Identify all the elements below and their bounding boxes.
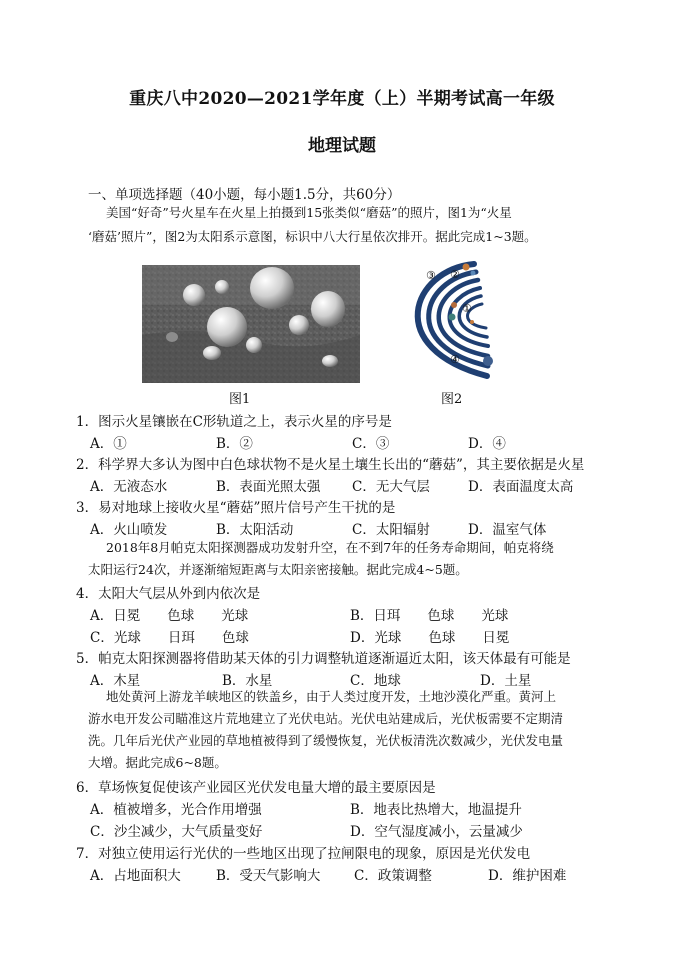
exam-title: 重庆八中2020—2021学年度（上）半期考试高一年级 <box>129 89 555 109</box>
passage3-line2: 游水电开发公司瞄准这片荒地建立了光伏电站。光伏电站建成后，光伏板需要不定期清 <box>88 711 564 726</box>
section-heading: 一、单项选择题（40小题，每小题1.5分，共60分） <box>88 187 401 203</box>
q1-option-d: D．④ <box>468 436 506 452</box>
passage1-line1: 美国“好奇”号火星车在火星上拍摄到15张类似“磨菇”的照片，图1为“火星 <box>106 205 512 220</box>
label-1: ① <box>462 302 472 315</box>
figure2-caption: 图2 <box>441 392 463 407</box>
q6-option-d: D．空气湿度减小，云量减少 <box>350 824 523 840</box>
exam-subtitle: 地理试题 <box>308 136 376 156</box>
q4-option-a: A．日冕 色球 光球 <box>90 608 249 624</box>
q3-option-c: C．太阳辐射 <box>352 522 430 538</box>
q2-option-c: C．无大气层 <box>352 479 430 495</box>
question-1-stem: 1．图示火星镶嵌在C形轨道之上，表示火星的序号是 <box>76 414 392 430</box>
mars-photo-image <box>142 265 360 383</box>
q4-option-b: B．日珥 色球 光球 <box>350 608 509 624</box>
label-3: ③ <box>426 269 436 282</box>
q7-option-d: D．维护困难 <box>488 868 567 884</box>
figure1-caption: 图1 <box>229 392 251 407</box>
label-2: ② <box>450 268 460 281</box>
q1-option-b: B．② <box>216 436 253 452</box>
q7-option-a: A．占地面积大 <box>90 868 181 884</box>
question-5-stem: 5．帕克太阳探测器将借助某天体的引力调整轨道逐渐逼近太阳，该天体最有可能是 <box>76 651 571 667</box>
passage3-line3: 洗。几年后光伏产业园的草地植被得到了缓慢恢复，光伏板清洗次数减少，光伏发电量 <box>88 733 564 748</box>
q7-option-c: C．政策调整 <box>354 868 432 884</box>
q3-option-a: A．火山喷发 <box>90 522 168 538</box>
planet-dot <box>470 320 474 324</box>
question-4-stem: 4．太阳大气层从外到内依次是 <box>76 586 261 602</box>
question-2-stem: 2．科学界大多认为图中白色球状物不是火星土壤生长出的“蘑菇”，其主要依据是火星 <box>76 457 585 473</box>
passage3-line4: 大增。据此完成6~8题。 <box>88 755 227 770</box>
planet-dot <box>463 264 470 271</box>
figure1-mars-photo <box>142 265 360 383</box>
planet-dot <box>483 356 493 366</box>
passage2-line1: 2018年8月帕克太阳探测器成功发射升空，在不到7年的任务寿命期间，帕克将绕 <box>106 540 554 555</box>
q4-option-d: D．光球 色球 日冕 <box>350 630 510 646</box>
q2-option-d: D．表面温度太高 <box>468 479 574 495</box>
q1-option-a: A．① <box>90 436 127 452</box>
passage1-line2: ‘磨菇’照片”，图2为太阳系示意图，标识中八大行星依次排开。据此完成1~3题。 <box>88 229 537 244</box>
planet-dot <box>471 271 476 276</box>
q5-option-d: D．土星 <box>480 673 532 689</box>
passage3-line1: 地处黄河上游龙羊峡地区的铁盖乡，由于人类过度开发，土地沙漠化严重。黄河上 <box>106 689 557 704</box>
question-7-stem: 7．对独立使用运行光伏的一些地区出现了拉闸限电的现象，原因是光伏发电 <box>76 846 531 862</box>
q3-option-d: D．温室气体 <box>468 522 547 538</box>
figure2-solar-system-diagram <box>392 258 512 388</box>
q5-option-b: B．水星 <box>222 673 273 689</box>
q6-option-c: C．沙尘减少，大气质量变好 <box>90 824 263 840</box>
q7-option-b: B．受天气影响大 <box>216 868 321 884</box>
question-3-stem: 3．易对地球上接收火星“蘑菇”照片信号产生干扰的是 <box>76 500 396 516</box>
q2-option-a: A．无液态水 <box>90 479 168 495</box>
q3-option-b: B．太阳活动 <box>216 522 294 538</box>
q1-option-c: C．③ <box>352 436 390 452</box>
planet-dot <box>449 314 456 321</box>
q5-option-a: A．木星 <box>90 673 141 689</box>
q2-option-b: B．表面光照太强 <box>216 479 321 495</box>
q6-option-a: A．植被增多，光合作用增强 <box>90 802 262 818</box>
q6-option-b: B．地表比热增大，地温提升 <box>350 802 522 818</box>
label-4: ④ <box>450 353 460 366</box>
q5-option-c: C．地球 <box>350 673 401 689</box>
question-6-stem: 6．草场恢复促使该产业园区光伏发电量大增的最主要原因是 <box>76 780 436 796</box>
passage2-line2: 太阳运行24次，并逐渐缩短距离与太阳亲密接触。据此完成4~5题。 <box>88 562 468 577</box>
planet-dot <box>451 302 457 308</box>
q4-option-c: C．光球 日珥 色球 <box>90 630 249 646</box>
